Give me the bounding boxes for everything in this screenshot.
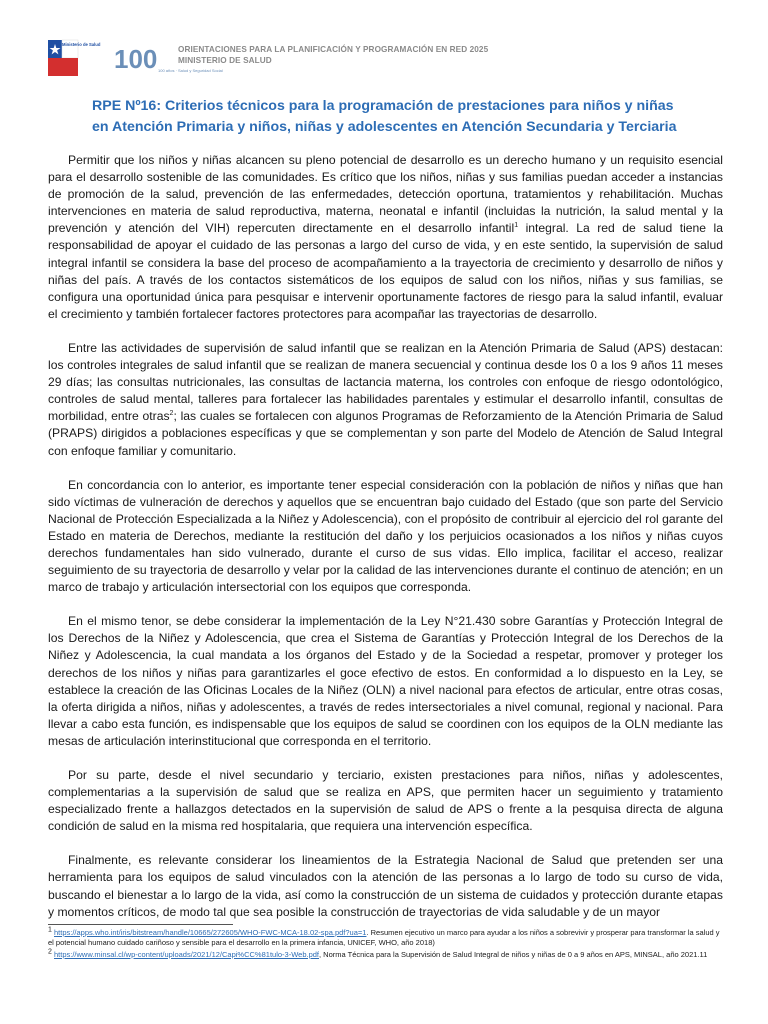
title-line-1: RPE Nº16: Criterios técnicos para la programación de prestaciones para niños y niñas [92,98,674,114]
paragraph-1: Permitir que los niños y niñas alcancen su pleno potencial de desarrollo es un derecho humano y un requisito esencial para el desarrollo sostenible de las comunidades. Es crítico que los niños, niñas y sus familias puedan acceder a instancias de promoción de la salud, prevención de las enfermedades, detección oportuna, tratamientos y rehabilitación. Muchas intervenciones en materia de salud reproductiva, materna, neonatal e infantil (incluidas la nutrición, la salud mental y la prevención y atención del VIH) repercuten directamente en el desarrollo infantil$^1$ integral. La red de salud tiene la responsabilidad de apoyar el cuidado de las personas a largo del curso de vida, y en este sentido, la supervisión de salud integral infantil se considera la base del proceso de acompañamiento a la trayectoria de crecimiento y desarrollo de niños y niñas del país. A través de los contactos sistemáticos de los equipos de salud con los niños, niñas y sus familias, se configura una oportunidad única para pesquisar e intervenir oportunamente factores de riesgo para la salud infantil, evaluar el crecimiento y también fortalecer factores protectores para acompañar las trayectorias de desarrollo. [48,153,723,321]
footnote-divider [48,924,233,925]
footnote-ref-1[interactable]: 1 [514,222,519,230]
body-text [48,152,723,938]
footnote-2-link[interactable]: https://www.minsal.cl/wp-content/uploads/2021/12/Capi%CC%81tulo-3-Web.pdf [54,949,319,959]
paragraph-6: Finalmente, es relevante considerar los lineamientos de la Estrategia Nacional de Salud que pretenden ser una herramienta para los equipos de salud vinculados con la atención de las personas a lo largo de todo su curso de vida, buscando el bienestar a lo largo de la vida, así como la construcción de un sistema de cuidados y protección durante etapas y momentos críticos, de modo tal que sea posible la construcción de trayectorias de vida saludable y de un mayor [48,853,723,919]
section-title [92,96,732,138]
paragraph-5: Por su parte, desde el nivel secundario y terciario, existen prestaciones para niños, niñas y adolescentes, complementarias a la supervisión de salud que se realiza en APS, que permiten hacer un seguimiento y tratamiento especializado frente a hallazgos detectados en la supervisión de salud de APS o frente a la pesquisa directa de alguna condición de salud en la misma red hospitalaria, que requiera una intervención específica. [48,768,723,834]
header-line-1: ORIENTACIONES PARA LA PLANIFICACIÓN Y PROGRAMACIÓN EN RED 2025 [178,45,489,54]
paragraph-4: En el mismo tenor, se debe considerar la implementación de la Ley N°21.430 sobre Garantías y Protección Integral de los Derechos de la Niñez y Adolescencia, que crea el Sistema de Garantías y Protección Integral de los Derechos de la Niñez y Adolescencia, la cual mandata a los órganos del Estado y de la Sociedad a respetar, promover y proteger los derechos de los niños y niñas para garantizarles el goce efectivo de estos. En conformidad a lo dispuesto en la Ley, se establece la creación de las Oficinas Locales de la Niñez (OLN) a nivel nacional para efectos de articular, entre otras cosas, la oferta dirigida a niños, niñas y adolescentes, a través de redes intersectoriales a nivel comunal, regional y nacional. Para llevar a cabo esta función, es indispensable que los equipos de salud se coordinen con los equipos de la OLN mediante las mesas de articulación interinstitucional que corresponda en el territorio. [48,614,723,748]
svg-text:Ministerio de Salud: Ministerio de Salud [62,42,101,47]
footnote-1: $^1$ https://apps.who.int/iris/bitstream/handle/10665/272605/WHO-FWC-MCA-18.02-spa.pdf?ua=1. Resumen ejecutivo un marco para ayudar a los niños a sobrevivir y prosperar para transformar la salud y el potencial humano cuidado cariñoso y sensible para el desarrollo en la primera infancia, UNICEF, WHO, año 2018) [48,926,720,948]
paragraph-2: Entre las actividades de supervisión de salud infantil que se realizan en la Atención Primaria de Salud (APS) destacan: los controles integrales de salud infantil que se realizan de manera secuencial y continua desde los 0 a los 9 años 11 meses 29 días; las consultas nutricionales, las consultas de lactancia materna, los controles con enfoque de riesgo odontológico, controles de salud mental, talleres para fortalecer las habilidades parentales y estimular el desarrollo infantil, consultas de morbilidad, entre otras$^2$; las cuales se fortalecen con algunos Programas de Reforzamiento de la Atención Primaria de Salud (PRAPS) dirigidos a poblaciones específicas y que se complementan y son parte del Modelo de Atención de Salud Integral con enfoque familiar y comunitario. [48,340,723,458]
footnote-1-link[interactable]: https://apps.who.int/iris/bitstream/handle/10665/272605/WHO-FWC-MCA-18.02-spa.pdf?ua=1 [54,928,367,937]
footnote-2: $^2$ https://www.minsal.cl/wp-content/uploads/2021/12/Capi%CC%81tulo-3-Web.pdf, Norma Técnica para la Supervisión de Salud Integral de niños y niñas de 0 a 9 años en APS, MINSAL, año 2021.11 [48,948,708,959]
footnotes [48,928,723,961]
paragraph-3: En concordancia con lo anterior, es importante tener especial consideración con la población de niños y niñas que han sido víctimas de vulneración de derechos y aquellos que se encuentran bajo cuidado del Estado (que son parte del Servicio Nacional de Protección Especializada a la Niñez y Adolescencia), con el propósito de contribuir al ejercicio del rol garante del Estado en materia de Derechos, mediante la restitución del daño y los perjuicios ocasionados a los niños y niñas cuyos derechos fundamentales han sido vulnerado, durante el curso de sus vidas. Ello implica, facilitar el acceso, realizar seguimiento de su trayectoria de desarrollo y velar por la calidad de las intervenciones durante el continuo de atención; en un marco de trabajo y articulación intersectorial con los equipos que corresponda. [48,477,723,595]
footnote-ref-2[interactable]: 2 [169,410,174,418]
header-text [178,44,488,66]
page-header [48,36,728,86]
svg-text:100: 100 [114,44,158,74]
header-line-2: MINISTERIO DE SALUD [178,56,272,65]
ministry-of-health-logo [48,40,108,76]
title-line-2: en Atención Primaria y niños, niñas y adolescentes en Atención Secundaria y Terciaria [92,119,677,135]
svg-text:100 años · Salud y Seguridad S: 100 años · Salud y Seguridad Social [158,68,223,73]
